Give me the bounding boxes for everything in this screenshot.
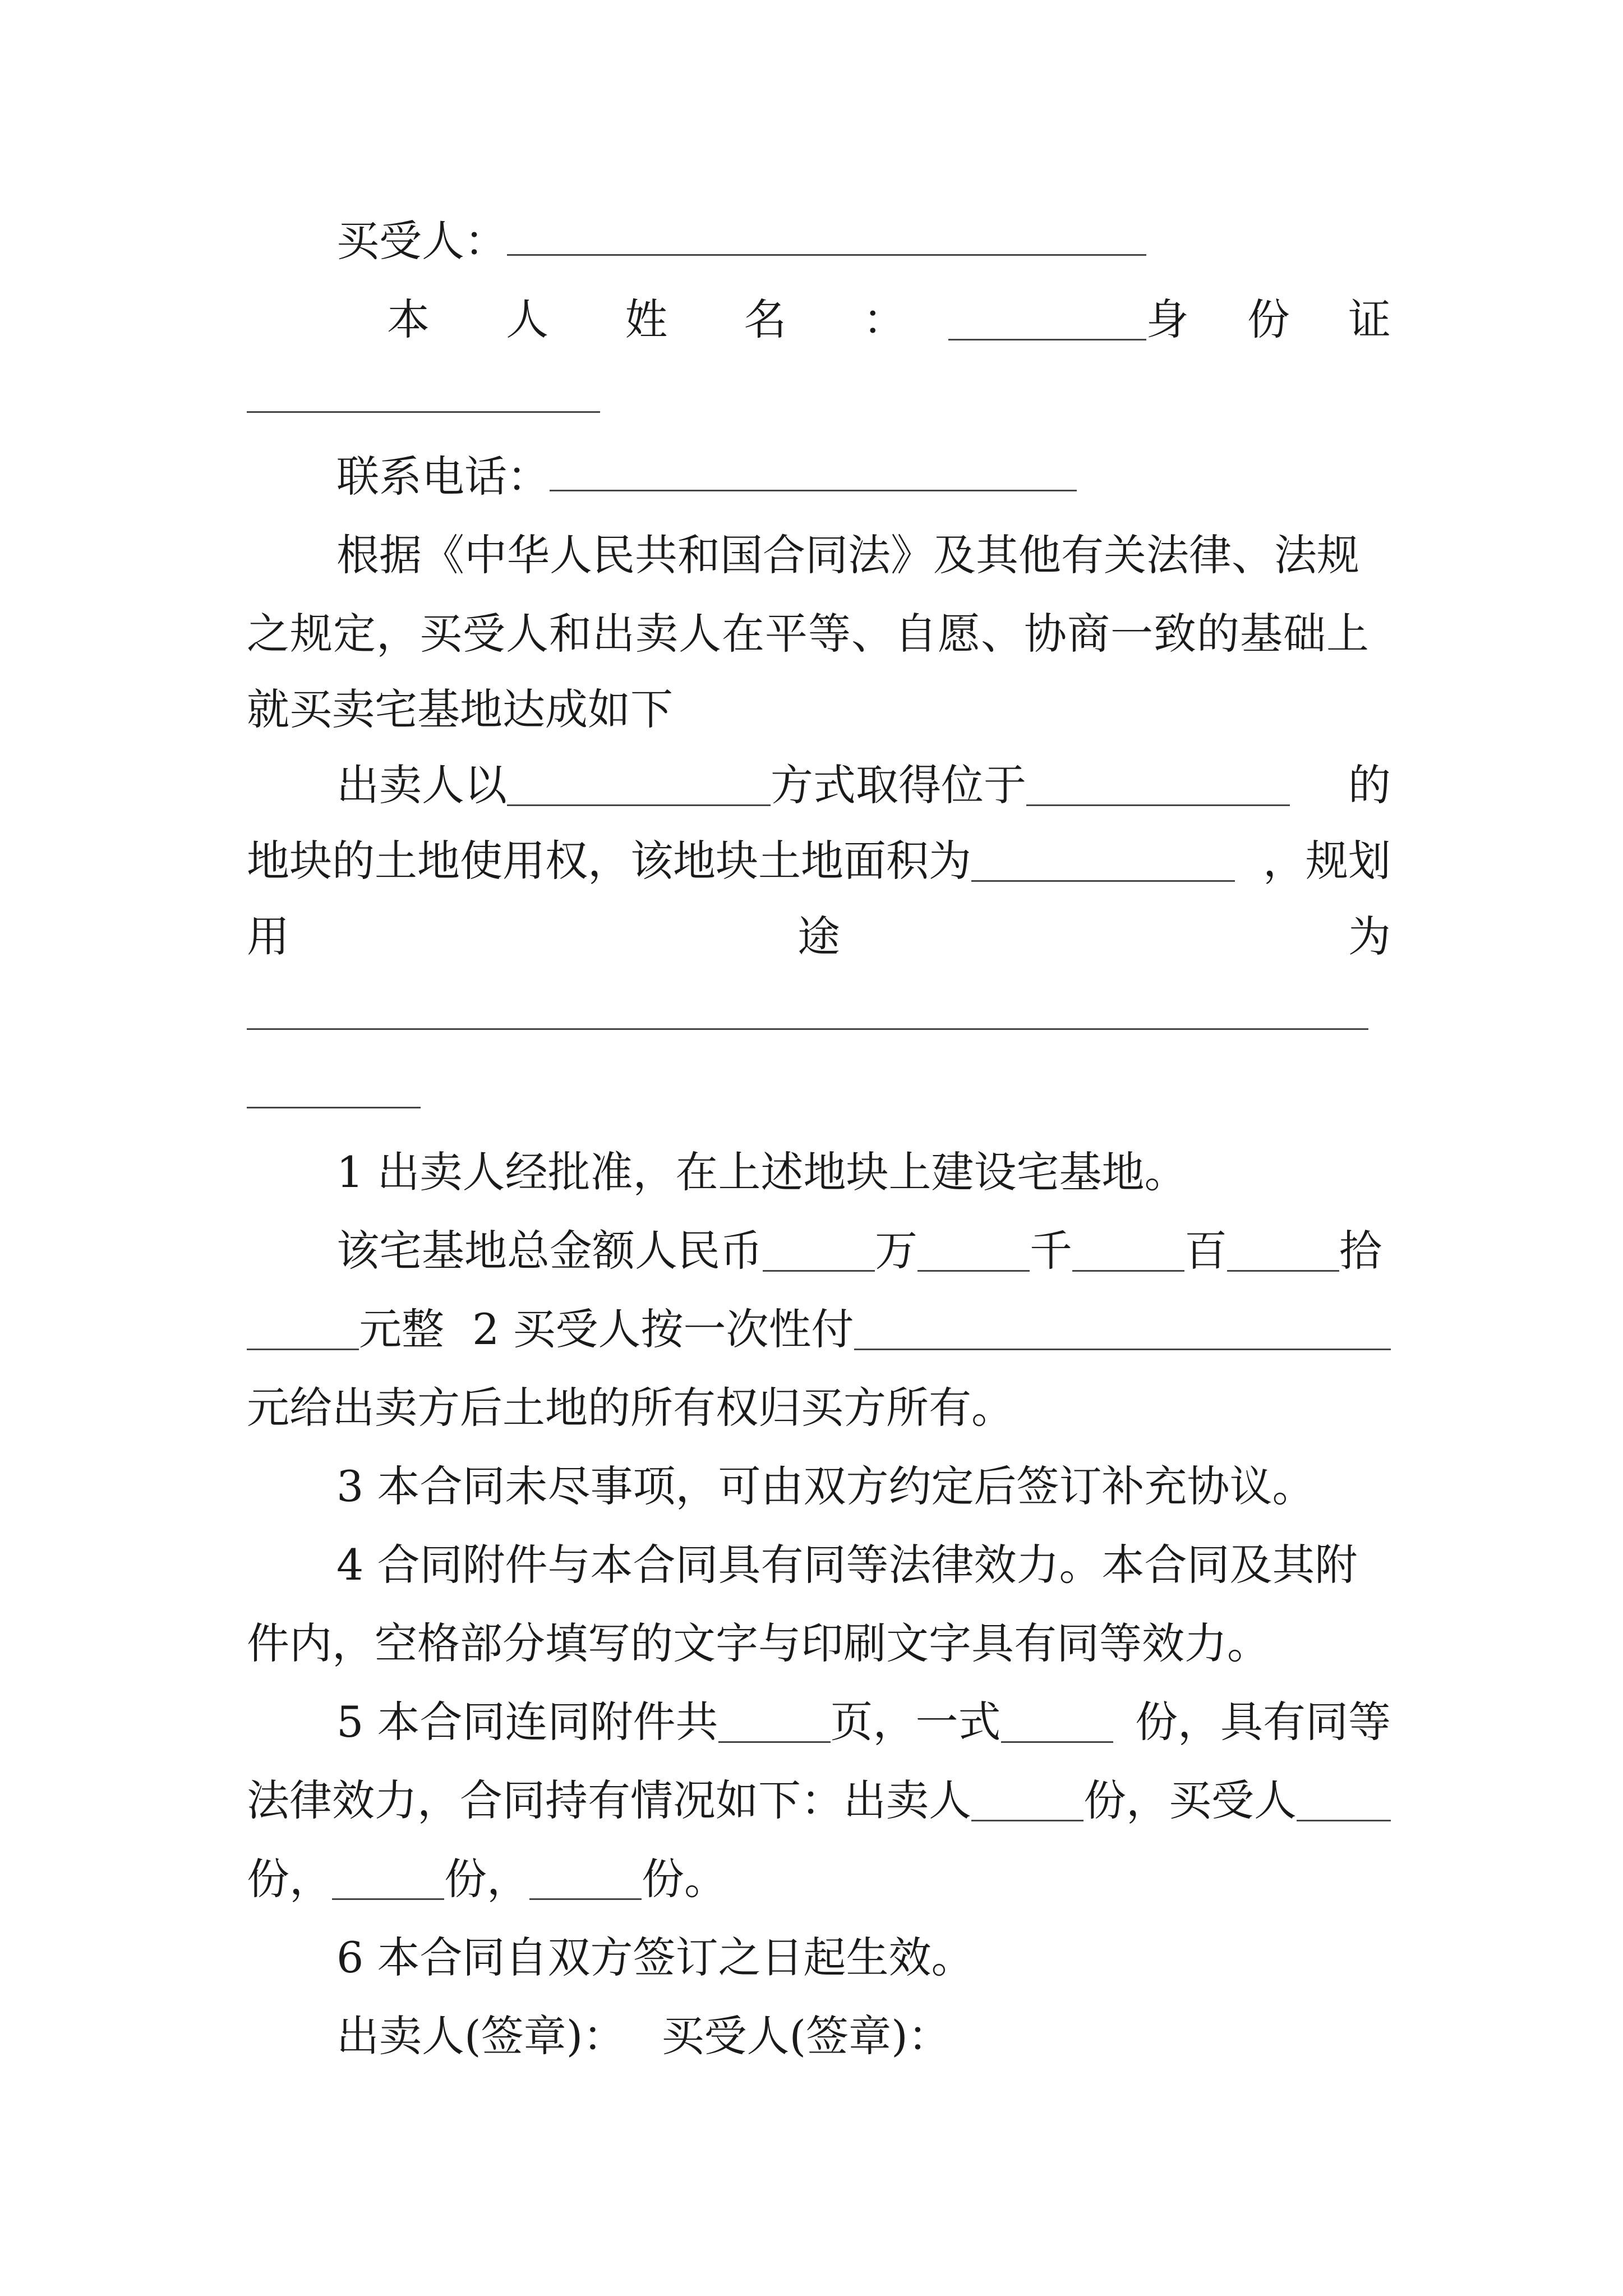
- land-use-b: 途: [797, 912, 840, 961]
- clause-1: 1 出卖人经批准，在上述地块上建设宅基地。: [336, 1147, 1187, 1197]
- clause-5-text-5: 份，买受人: [1083, 1775, 1297, 1825]
- land-use-c: 为: [1348, 912, 1391, 961]
- other-copies-blank-1[interactable]: [332, 1859, 444, 1900]
- seller-signature: 出卖人(签章)：: [336, 2011, 626, 2061]
- land-text-2: 方式取得位于: [771, 760, 1026, 810]
- buyer-signature: 买受人(签章)：: [661, 2011, 951, 2061]
- land-use-blank-line-2: [247, 1055, 1391, 1133]
- buyer-copies-blank[interactable]: [1297, 1780, 1391, 1821]
- other-copies-blank-2[interactable]: [529, 1859, 642, 1900]
- amount-wan: 万: [875, 1226, 917, 1276]
- id-card-label: 身 份 证: [1146, 295, 1413, 344]
- pages-blank[interactable]: [718, 1702, 831, 1743]
- payment-blank[interactable]: [854, 1309, 1391, 1350]
- clause-4-line-1: 4 合同附件与本合同具有同等法律效力。本合同及其附: [336, 1540, 1358, 1590]
- id-card-line: [247, 359, 1391, 438]
- land-use-blank-line-1: [247, 976, 1391, 1055]
- amount-wan-blank[interactable]: [763, 1231, 875, 1272]
- clause-5-text-6: 份，: [247, 1854, 332, 1904]
- clause-5-text-8: 份。: [642, 1854, 727, 1904]
- clause-5-text-7: 份，: [444, 1854, 529, 1904]
- clause-5-line-3: [247, 1840, 1391, 1918]
- clause-5-text-4: 法律效力，合同持有情况如下：出卖人: [247, 1775, 971, 1825]
- land-line-1: [247, 746, 1391, 825]
- clause-5-line-2: [247, 1761, 1391, 1840]
- land-text-1: 出卖人以: [336, 760, 507, 810]
- buyer-line: [247, 202, 1391, 280]
- clause-2: 2 买受人按一次性付: [472, 1304, 854, 1354]
- clause-5-text-1: 5 本合同连同附件共: [336, 1697, 718, 1747]
- clause-3: 3 本合同未尽事项，可由双方约定后签订补充协议。: [336, 1461, 1315, 1511]
- clause-5-line-1: [247, 1683, 1391, 1761]
- intro-line-1: 根据《中华人民共和国合同法》及其他有关法律、法规: [336, 530, 1359, 580]
- amount-yuan-blank[interactable]: [247, 1309, 359, 1350]
- clause-4-line-2: 件内，空格部分填写的文字与印刷文字具有同等效力。: [247, 1618, 1270, 1668]
- land-location-blank[interactable]: [1026, 765, 1290, 806]
- buyer-label: 买受人：: [336, 216, 507, 266]
- self-name-label: 本 人 姓 名 ：: [387, 295, 937, 344]
- amount-yuan: 元整: [359, 1304, 444, 1354]
- land-text-4: 地块的土地使用权，该地块土地面积为: [247, 836, 971, 886]
- signature-line: [247, 1997, 1391, 2076]
- amount-shi: 拾: [1339, 1226, 1382, 1276]
- intro-line-3: 就买卖宅基地达成如下: [247, 684, 673, 734]
- seller-copies-blank[interactable]: [971, 1780, 1083, 1821]
- amount-line-1: [247, 1212, 1391, 1290]
- amount-qian: 千: [1030, 1226, 1072, 1276]
- amount-bai-blank[interactable]: [1072, 1231, 1184, 1272]
- phone-label: 联系电话：: [336, 452, 550, 501]
- phone-blank[interactable]: [550, 450, 1077, 491]
- amount-shi-blank[interactable]: [1227, 1231, 1339, 1272]
- amount-bai: 百: [1184, 1226, 1227, 1276]
- land-use-line: [247, 898, 1391, 976]
- amount-qian-blank[interactable]: [917, 1231, 1030, 1272]
- land-method-blank[interactable]: [507, 765, 771, 806]
- clause-5-text-2: 页，一式: [830, 1697, 1001, 1747]
- amount-line-2: [247, 1290, 1391, 1369]
- self-name-blank[interactable]: [948, 300, 1146, 341]
- land-use-blank-1[interactable]: [247, 989, 1368, 1030]
- copies-blank[interactable]: [1001, 1702, 1113, 1743]
- clause-6: 6 本合同自双方签订之日起生效。: [336, 1932, 974, 1982]
- land-use-blank-2[interactable]: [247, 1068, 421, 1108]
- phone-line: [247, 438, 1391, 516]
- clause-5-text-3: 份，具有同等: [1135, 1697, 1391, 1747]
- intro-line-2: 之规定，买受人和出卖人在平等、自愿、协商一致的基础上: [247, 609, 1370, 659]
- land-area-blank[interactable]: [971, 841, 1235, 882]
- land-use-a: 用: [247, 912, 289, 961]
- land-text-3: 的: [1348, 760, 1391, 810]
- id-card-blank[interactable]: [247, 372, 600, 413]
- buyer-blank[interactable]: [507, 215, 1146, 256]
- land-line-2: [247, 822, 1391, 900]
- land-text-5: ，规划: [1263, 836, 1391, 886]
- name-id-line: [247, 280, 1413, 359]
- amount-prefix: 该宅基地总金额人民币: [336, 1226, 763, 1276]
- amount-tail: 元给出卖方后土地的所有权归买方所有。: [247, 1383, 1014, 1433]
